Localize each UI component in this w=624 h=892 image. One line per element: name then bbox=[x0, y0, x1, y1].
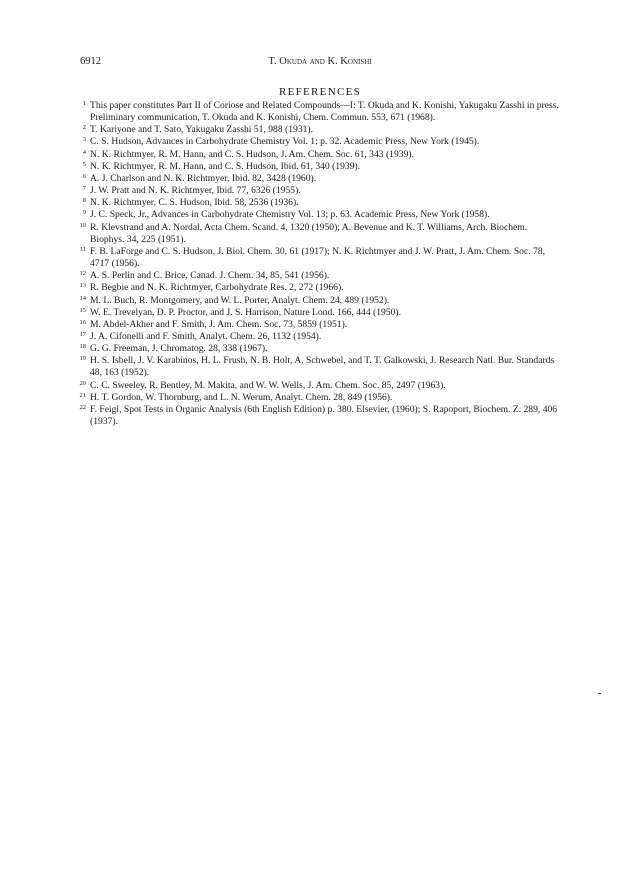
reference-text: M. Abdel-Akher and F. Smith, J. Am. Chem. Soc. 73, 5859 (1951). bbox=[90, 318, 348, 330]
reference-item bbox=[80, 185, 560, 197]
reference-number: 14 bbox=[79, 294, 86, 302]
reference-number: 20 bbox=[79, 379, 86, 387]
reference-item bbox=[80, 246, 560, 270]
reference-number: 8 bbox=[82, 197, 86, 205]
reference-number: 4 bbox=[82, 148, 86, 156]
reference-item bbox=[80, 222, 560, 246]
reference-item bbox=[80, 136, 560, 148]
page-mark bbox=[598, 693, 601, 694]
reference-item bbox=[80, 319, 560, 331]
reference-item bbox=[80, 282, 560, 294]
reference-item bbox=[80, 392, 560, 404]
reference-text: H. S. Isbell, J. V. Karabinos, H. L. Frush, N. B. Holt, A. Schwebel, and T. T. Galkowski, J. Research Natl. Bur. Standards 48, 163 (1952). bbox=[90, 355, 555, 379]
reference-text: R. Begbie and N. K. Richtmyer, Carbohydrate Res. 2, 272 (1966). bbox=[90, 282, 344, 294]
reference-text: A. J. Charlson and N. K. Richtmyer, Ibid. 82, 3428 (1960). bbox=[90, 172, 317, 184]
reference-text: H. T. Gordon, W. Thornburg, and L. N. Werum, Analyt. Chem. 28, 849 (1956). bbox=[90, 391, 393, 403]
reference-item bbox=[80, 124, 560, 136]
reference-number: 18 bbox=[79, 343, 86, 351]
reference-item bbox=[80, 149, 560, 161]
reference-number: 17 bbox=[79, 330, 86, 338]
reference-number: 6 bbox=[82, 172, 86, 180]
reference-number: 1 bbox=[82, 100, 86, 107]
reference-item bbox=[80, 197, 560, 209]
reference-text: J. C. Speck, Jr., Advances in Carbohydrate Chemistry Vol. 13; p. 63. Academic Press, New York (1958). bbox=[90, 209, 490, 221]
reference-text: J. W. Pratt and N. K. Richtmyer, Ibid. 77, 6326 (1955). bbox=[90, 185, 301, 197]
reference-item bbox=[80, 380, 560, 392]
reference-number: 11 bbox=[79, 245, 86, 253]
reference-number: 15 bbox=[79, 306, 86, 314]
reference-text: F. B. LaForge and C. S. Hudson, J. Biol. Chem. 30, 61 (1917); N. K. Richtmyer and J. W. Pratt, J. Am. Chem. Soc. 78, 4717 (1956). bbox=[90, 245, 546, 270]
reference-number: 21 bbox=[79, 391, 86, 399]
reference-text: M. L. Buch, R. Montgomery, and W. L. Porter, Analyt. Chem. 24, 489 (1952). bbox=[90, 294, 390, 306]
reference-item bbox=[80, 307, 560, 319]
reference-number: 7 bbox=[82, 185, 86, 193]
references-heading: REFERENCES bbox=[278, 86, 362, 98]
reference-item bbox=[80, 173, 560, 185]
reference-text: F. Feigl, Spot Tests in Organic Analysis (6th English Edition) p. 380. Elsevier, (1960); S. Rapoport, Biochem. Z. 289, 406 (1937). bbox=[90, 403, 558, 428]
reference-number: 3 bbox=[82, 136, 86, 144]
reference-item bbox=[80, 404, 560, 428]
reference-text: C. C. Sweeley, R. Bentley, M. Makita, and W. W. Wells, J. Am. Chem. Soc. 85, 2497 (1963). bbox=[90, 379, 446, 391]
reference-text: N. K. Richtmyer, R. M. Hann, and C. S. Hudson, Ibid. 61, 340 (1939). bbox=[90, 160, 361, 172]
running-head: T. Okuda and K. Konishi bbox=[268, 56, 372, 67]
reference-item bbox=[80, 343, 560, 355]
reference-item bbox=[80, 355, 560, 379]
reference-text: G. G. Freeman, J. Chromatog. 28, 338 (1967). bbox=[90, 343, 268, 355]
reference-text: This paper constitutes Part II of Coriose and Related Compounds—I: T. Okuda and K. Konishi, Yakugaku Zasshi in press. Preliminary communication, T. Okuda and K. Konishi, Chem. Commun. 553, 671 (1968). bbox=[90, 100, 559, 124]
reference-number: 22 bbox=[79, 403, 86, 411]
reference-number: 2 bbox=[82, 124, 86, 132]
page-header bbox=[80, 56, 560, 72]
reference-text: C. S. Hudson, Advances in Carbohydrate Chemistry Vol. 1; p. 32. Academic Press, New York (1945). bbox=[90, 136, 480, 148]
reference-number: 9 bbox=[82, 209, 86, 217]
page-number: 6912 bbox=[80, 56, 101, 67]
reference-number: 13 bbox=[79, 282, 86, 290]
reference-text: A. S. Perlin and C. Brice, Canad. J. Chem. 34, 85, 541 (1956). bbox=[90, 270, 330, 282]
reference-text: N. K. Richtmyer, C. S. Hudson, Ibid. 58, 2536 (1936). bbox=[90, 197, 299, 209]
reference-item bbox=[80, 209, 560, 221]
reference-item bbox=[80, 331, 560, 343]
reference-number: 19 bbox=[79, 355, 86, 363]
reference-item bbox=[80, 295, 560, 307]
reference-text: W. E. Trevelyan, D. P. Proctor, and J. S. Harrison, Nature Lond. 166, 444 (1950). bbox=[90, 306, 402, 318]
reference-number: 12 bbox=[79, 270, 86, 278]
reference-item bbox=[80, 161, 560, 173]
reference-number: 16 bbox=[79, 318, 86, 326]
reference-text: T. Kariyone and T. Sato, Yakugaku Zasshi 51, 988 (1931). bbox=[90, 124, 314, 136]
reference-text: J. A. Cifonelli and F. Smith, Analyt. Chem. 26, 1132 (1954). bbox=[90, 330, 322, 342]
reference-number: 5 bbox=[82, 160, 86, 168]
reference-number: 10 bbox=[79, 221, 86, 229]
reference-text: R. Klevstrand and A. Nordal, Acta Chem. Scand. 4, 1320 (1950); A. Bevenue and K. T. Williams, Arch. Biochem. Biophys. 34, 225 (1951). bbox=[90, 221, 528, 245]
reference-text: N. K. Richtmyer, R. M. Hann, and C. S. Hudson, J. Am. Chem. Soc. 61, 343 (1939). bbox=[90, 148, 414, 160]
reference-list bbox=[80, 100, 560, 428]
reference-item bbox=[80, 270, 560, 282]
reference-item bbox=[80, 100, 560, 124]
